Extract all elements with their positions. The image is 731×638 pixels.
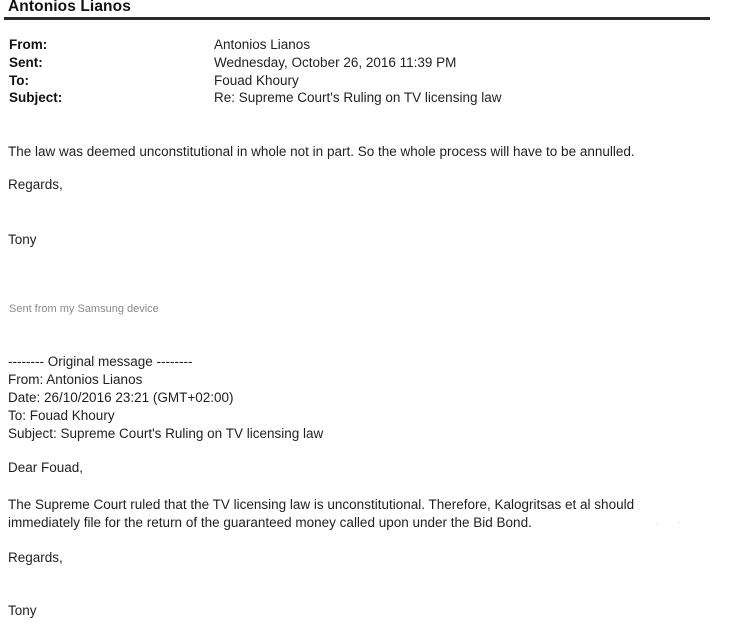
sender-name-header: Antonios Lianos (8, 0, 131, 15)
subject-value: Re: Supreme Court's Ruling on TV licensing law (214, 90, 502, 105)
from-label: From: (9, 37, 48, 52)
to-value: Fouad Khoury (214, 73, 299, 88)
scan-speck: · (655, 520, 658, 529)
reply-closing: Regards, (8, 177, 63, 192)
original-from-line: From: Antonios Lianos (8, 372, 143, 387)
reply-body: The law was deemed unconstitutional in whole not in part. So the whole process will have to be annulled. (8, 144, 635, 159)
original-subject-line: Subject: Supreme Court's Ruling on TV licensing law (8, 426, 324, 441)
sent-label: Sent: (9, 55, 43, 70)
subject-label: Subject: (9, 90, 63, 105)
original-body-line-2: immediately file for the return of the guaranteed money called upon under the Bid Bond. (8, 515, 532, 530)
original-signoff: Tony (8, 603, 37, 618)
from-value: Antonios Lianos (214, 37, 311, 52)
original-closing: Regards, (8, 550, 63, 565)
sent-value: Wednesday, October 26, 2016 11:39 PM (214, 55, 457, 70)
original-to-line: To: Fouad Khoury (8, 408, 115, 423)
original-body-line-1: The Supreme Court ruled that the TV licensing law is unconstitutional. Therefore, Kalogritsas et al should (8, 497, 635, 512)
original-greeting: Dear Fouad, (8, 460, 84, 475)
mobile-signature: Sent from my Samsung device (9, 303, 159, 315)
scan-speck: ‘ (678, 520, 680, 529)
original-message-separator: -------- Original message -------- (8, 354, 193, 369)
original-date-line: Date: 26/10/2016 23:21 (GMT+02:00) (8, 390, 234, 405)
header-divider (4, 17, 710, 20)
to-label: To: (9, 73, 29, 88)
reply-signoff: Tony (8, 232, 37, 247)
